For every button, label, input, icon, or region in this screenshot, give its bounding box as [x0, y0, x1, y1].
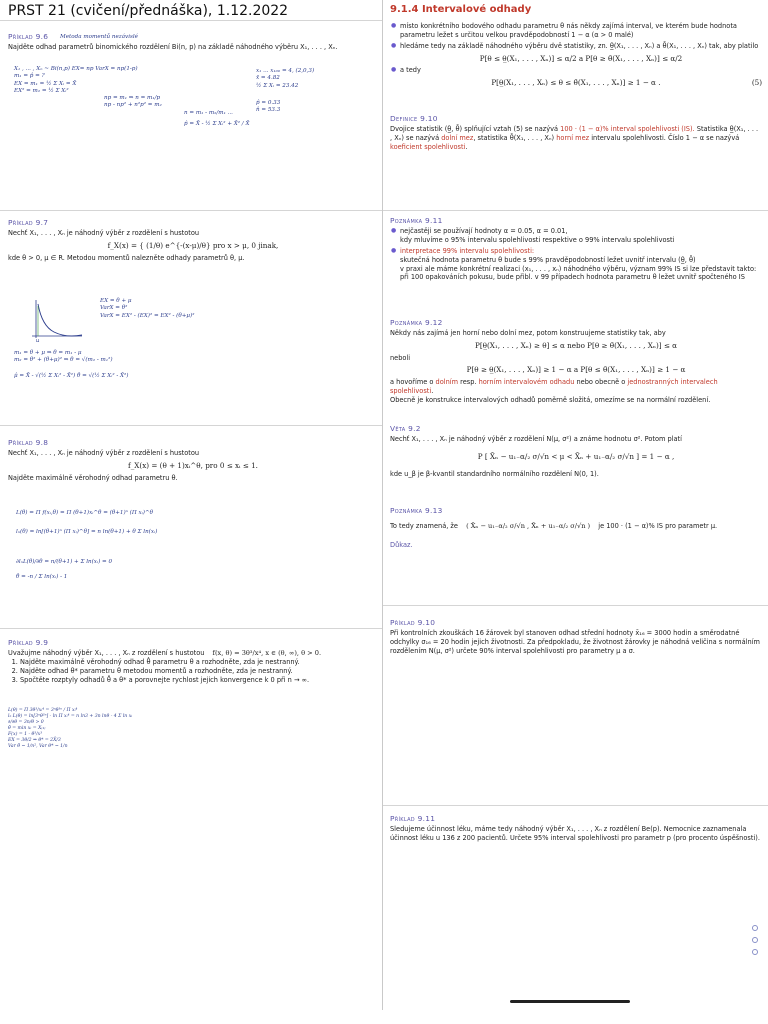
text-run: .	[465, 142, 468, 151]
highlight-term: jednostranných intervalech spolehlivosti	[390, 378, 718, 396]
remark-9-13	[390, 506, 762, 550]
hand-line: np - np² + n²p² = m₂	[104, 102, 162, 109]
example-9-11	[390, 814, 762, 843]
divider	[383, 210, 768, 211]
hand-line: EX = 3θ/2 ⇒ θ* = 2X̄/3	[8, 737, 61, 743]
bullet-item: ● místo konkrétního bodového odhadu parametru θ nás někdy zajímá interval, ve kterém bude hodnota parametru ležet s určitou velkou pravděpodobností 1 − α (α > 0 malé)	[400, 22, 762, 40]
theorem-label: Věta 9.2	[390, 424, 421, 433]
example-9-7	[8, 218, 378, 262]
definition-9-10	[390, 114, 762, 152]
list-item: 1. Najděte maximálně věrohodný odhad θ̂ parametru θ a rozhodněte, zda je nestranný.	[20, 658, 378, 667]
section-title: 9.1.4 Intervalové odhady	[390, 4, 532, 15]
formula: P [ X̄ₙ − u₁₋α/₂ σ/√n < μ < X̄ₙ + u₁₋α/₂ σ/√n ] = 1 − α ,	[477, 451, 675, 461]
example-9-10	[390, 618, 762, 656]
divider	[383, 805, 768, 806]
divider	[0, 628, 382, 629]
formula: ( X̄ₙ − u₁₋α/₂ σ/√n , X̄ₙ + u₁₋α/₂ σ/√n )	[466, 521, 591, 530]
highlight-term: interpretace 99% intervalu spolehlivosti:	[400, 246, 535, 255]
hand-line: ½ Σ Xᵢ = 23.42	[256, 82, 299, 89]
definition-text	[390, 125, 762, 152]
text-run: a hovoříme o	[390, 378, 436, 387]
hand-line: θ̂ = min xᵢ = X₍₁₎	[8, 725, 46, 731]
example-text: Sledujeme účinnost léku, máme tedy náhodný výběr X₁, . . . , Xₙ z rozdělení Be(p). Nemocnice zaznamenala účinnost léku u 136 z 200 pacientů. Určete 95% interval spolehlivosti pro parametr p (pro procento úspěšnosti).	[390, 824, 760, 842]
density-sketch	[24, 296, 84, 342]
text-run: , statistika θ̄(X₁, . . . , Xₙ)	[473, 133, 557, 142]
hand-line: lₙ(θ) = ln[(θ+1)ⁿ (Π xᵢ)^θ] = n ln(θ+1) + θ Σ ln(xᵢ)	[16, 529, 158, 536]
theorem-9-2	[390, 424, 762, 478]
remark-label: Poznámka 9.11	[390, 216, 443, 225]
handwritten-solution	[16, 510, 376, 581]
hand-line: lₙ L(θ) = ln[3ⁿθ³ⁿ] - ln Π xᵢ⁴ = n ln3 + 3n lnθ - 4 Σ ln xᵢ	[8, 713, 133, 719]
scroll-dot	[752, 949, 758, 955]
handwritten-solution	[14, 66, 254, 128]
hand-line: Var θ̂ ~ 1/n², Var θ* ~ 1/n	[8, 743, 68, 749]
handwritten-values	[256, 68, 376, 114]
hand-line: X₁ , ... , Xₙ ~ Bi(n,p) EX= np VarX = np(1-p)	[14, 66, 138, 72]
hand-line: VarX = EX² - (EX)² = EX² - (θ+μ)²	[100, 312, 195, 319]
hand-line: EX = θ + μ	[100, 298, 132, 304]
bullet-text: hledáme tedy na základě náhodného výběru dvě statistiky, zn. θ̲(X₁, . . . , Xₙ) a θ̄(X₁, . . . , Xₙ) tak, aby platilo	[400, 41, 759, 50]
example-label: Příklad 9.10	[390, 618, 436, 627]
highlight-term: 100 · (1 − α)% interval spolehlivosti (IS).	[560, 124, 695, 133]
page-title: PRST 21 (cvičení/přednáška), 1.12.2022	[8, 3, 289, 19]
example-text: Nechť X₁, . . . , Xₙ je náhodný výběr z rozdělení s hustotou	[8, 448, 200, 457]
theorem-text: kde u_β je β-kvantil standardního normálního rozdělení N(0, 1).	[390, 469, 599, 478]
bullet-text: kdy mluvíme o 95% intervalu spolehlivosti respektive o 99% intervalu spolehlivosti	[400, 235, 675, 244]
text-run: nebo obecně o	[574, 378, 628, 387]
bullet-item	[400, 227, 762, 245]
remark-9-11	[390, 216, 762, 284]
hand-line: p̂ = X̄ - ½ Σ Xᵢ² + X̄² / X̄	[184, 120, 250, 127]
hand-line: x̄ = 4.82	[256, 75, 280, 82]
formula: P[θ̲(X₁, . . . , Xₙ) ≤ θ ≤ θ̄(X₁, . . . , Xₙ)] ≥ 1 − α .	[491, 78, 661, 88]
remark-text: Obecně je konstrukce intervalových odhadů poměrně složitá, omezíme se na normální rozdělení.	[390, 395, 711, 404]
bullet-text: nejčastěji se používají hodnoty α = 0.05, α = 0.01,	[400, 226, 568, 235]
example-9-9	[8, 638, 378, 685]
example-text-a: Uvažujme náhodný výběr X₁, . . . , Xₙ z rozdělení s hustotou	[8, 648, 205, 657]
bullet-item	[400, 66, 762, 88]
hand-line: n = m₁ - m₂/m₁ ...	[184, 109, 233, 116]
formula: P[θ̲(X₁, . . . , Xₙ) ≥ θ] ≤ α nebo P[θ ≥ θ̄(X₁, . . . , Xₙ)] ≤ α	[474, 340, 677, 350]
list-item: 3. Spočtěte rozptyly odhadů θ̂ a θ* a porovnejte rychlost jejich konvergence k 0 při n → ∞.	[20, 676, 378, 685]
text-run: resp.	[458, 378, 479, 387]
divider	[0, 210, 382, 211]
divider	[0, 425, 382, 426]
example-text: Najděte maximálně věrohodný odhad parametru θ.	[8, 473, 178, 482]
remark-text	[390, 522, 762, 531]
hand-line: μ̂ = X̄ - √(½ Σ Xᵢ² - X̄²) θ̂ = √(½ Σ Xᵢ² - X̄²)	[14, 372, 129, 379]
example-text	[8, 649, 378, 658]
text-run: Statistika θ̲(X₁, . . . , Xₙ) se nazývá	[390, 124, 759, 142]
hand-line: x₁ ... x₁₀₀ = 4, (2,0,3)	[256, 68, 315, 74]
hand-line: m₁ = p̂ = ?	[14, 73, 45, 80]
theorem-text: Nechť X₁, . . . , Xₙ je náhodný výběr z rozdělení N(μ, σ²) a známe hodnotu σ². Potom platí	[390, 434, 682, 443]
definition-label: Definice 9.10	[390, 114, 438, 123]
text-run: .	[431, 387, 434, 396]
text-run: To tedy znamená, že	[390, 521, 458, 530]
formula: P[θ ≥ θ̲(X₁, . . . , Xₙ)] ≥ 1 − α a P[θ ≤ θ̄(X₁, . . . , Xₙ)] ≥ 1 − α	[466, 365, 686, 375]
handwritten-solution	[14, 350, 374, 380]
remark-text: neboli	[390, 353, 411, 362]
highlight-term: koeficient spolehlivosti	[390, 142, 466, 151]
highlight-term: horním intervalovém odhadu	[478, 378, 575, 387]
hand-line: p̂ = 0.33	[256, 99, 281, 106]
example-label: Příklad 9.8	[8, 438, 49, 447]
hand-line: VarX = θ²	[100, 305, 128, 312]
example-label: Příklad 9.11	[390, 814, 436, 823]
hand-line: EX² = m₂ = ½ Σ Xᵢ²	[14, 87, 69, 94]
highlight-term: dolní mez	[441, 133, 474, 142]
hand-line: θ̂ = -n / Σ ln(xᵢ) - 1	[16, 573, 68, 580]
density-formula: f(x, θ) = 3θ³/x⁴, x ∈ (θ, ∞), θ > 0.	[212, 648, 322, 657]
bullet-text: a tedy	[400, 66, 421, 75]
home-indicator[interactable]	[510, 1000, 630, 1003]
example-text: Při kontrolních zkouškách 16 žárovek byl stanoven odhad střední hodnoty x̄₁₆ = 3000 hodin a směrodatné odchylky σ₁₆ = 20 hodin jejich životnosti. Za předpokladu, že životnost žárovky je náhodná veličina s normálním rozdělením N(μ, σ²) určete 90% interval spolehlivosti pro parametry μ a σ.	[390, 628, 760, 655]
example-label: Příklad 9.6	[8, 32, 49, 41]
handwritten-solution	[8, 708, 378, 750]
density-formula: f_X(x) = { (1/θ) e^{-(x-μ)/θ} pro x > μ, 0 jinak,	[107, 240, 279, 250]
equation-number: (5)	[751, 78, 762, 88]
scroll-dot	[752, 925, 758, 931]
bullet-item	[400, 42, 762, 64]
example-text: Nechť X₁, . . . , Xₙ je náhodný výběr z rozdělení s hustotou	[8, 228, 200, 237]
formula-with-number	[400, 78, 762, 88]
remark-label: Poznámka 9.12	[390, 318, 443, 327]
formula: P[θ ≤ θ̲(X₁, . . . , Xₙ)] ≤ α/2 a P[θ ≥ θ̄(X₁, . . . , Xₙ)] ≤ α/2	[479, 53, 683, 63]
hand-line: np = m₁ ⇒ n = m₁/p	[104, 95, 161, 102]
handwritten-note: Metoda momentů nezávislé	[60, 34, 138, 40]
column-divider	[382, 0, 383, 1010]
task-list	[8, 658, 378, 685]
divider	[383, 605, 768, 606]
list-item: 2. Najděte odhad θ* parametru θ metodou momentů a rozhodněte, zda je nestranný.	[20, 667, 378, 676]
remark-label: Poznámka 9.13	[390, 506, 443, 515]
hand-line: L(θ) = Π 3θ³/xᵢ⁴ = 3ⁿθ³ⁿ / Π xᵢ⁴	[8, 708, 78, 713]
text-run: intervalu spolehlivosti. Číslo 1 − α se nazývá	[589, 133, 740, 142]
example-9-8	[8, 438, 378, 482]
bullet-text: v praxi ale máme konkrétní realizaci (x₁, . . . , xₙ) náhodného výběru, význam 99% IS si lze představit takto: při 100 opakováních pokusu, bude přibl. v 99 případech hodnota parametru θ ležet uvnitř spočteného IS	[400, 264, 757, 282]
scroll-dot	[752, 937, 758, 943]
axis-label: μ	[36, 338, 40, 342]
hand-line: m₂ = θ² + (θ+μ)² ⇒ θ = √(m₂ - m₁²)	[14, 357, 113, 364]
proof-label: Důkaz.	[390, 540, 413, 549]
highlight-term: dolním	[435, 378, 459, 387]
hand-line: n̂ = 53.3	[256, 107, 281, 114]
hand-line: ∂/∂θ = 3n/θ > 0	[8, 719, 44, 725]
highlight-term: horní mez	[556, 133, 590, 142]
example-text: kde θ > 0, μ ∈ R. Metodou momentů nalezněte odhady parametrů θ, μ.	[8, 253, 245, 262]
example-label: Příklad 9.7	[8, 218, 49, 227]
hand-line: L(θ) = Π f(xᵢ,θ) = Π (θ+1)xᵢ^θ = (θ+1)ⁿ (Π xᵢ)^θ	[16, 510, 154, 516]
remark-text	[390, 378, 762, 396]
header-divider	[0, 20, 382, 21]
hand-line: F(x) = 1 - θ³/x³	[8, 731, 43, 737]
remark-9-12	[390, 318, 762, 405]
density-formula: f_X(x) = (θ + 1)xᵢ^θ, pro 0 ≤ xᵢ ≤ 1.	[128, 460, 258, 470]
handwritten-solution	[100, 298, 370, 320]
example-text: Najděte odhad parametrů binomického rozdělení Bi(n, p) na základě náhodného výběru X₁, . . . , Xₙ.	[8, 42, 338, 51]
hand-line: EX = m₁ = ½ Σ Xᵢ = X̄	[14, 80, 77, 87]
example-label: Příklad 9.9	[8, 638, 49, 647]
page-scroll-indicator[interactable]	[752, 925, 758, 961]
hand-line: m₁ = θ + μ ⇒ θ = m₁ - μ	[14, 350, 82, 356]
hand-line: ∂lₙL(θ)/∂θ = n/(θ+1) + Σ ln(xᵢ) = 0	[16, 558, 113, 565]
bullet-text: skutečná hodnota parametru θ bude s 99% pravděpodobností ležet uvnitř intervalu (θ̲, θ̄)	[400, 255, 696, 264]
text-run: Dvojice statistik (θ̲, θ̄) splňující vztah (5) se nazývá	[390, 124, 561, 133]
interval-estimates-intro	[390, 22, 762, 91]
remark-text: Někdy nás zajímá jen horní nebo dolní mez, potom konstruujeme statistiky tak, aby	[390, 328, 666, 337]
bullet-item	[400, 247, 762, 283]
text-run: je 100 · (1 − α)% IS pro parametr μ.	[598, 521, 718, 530]
